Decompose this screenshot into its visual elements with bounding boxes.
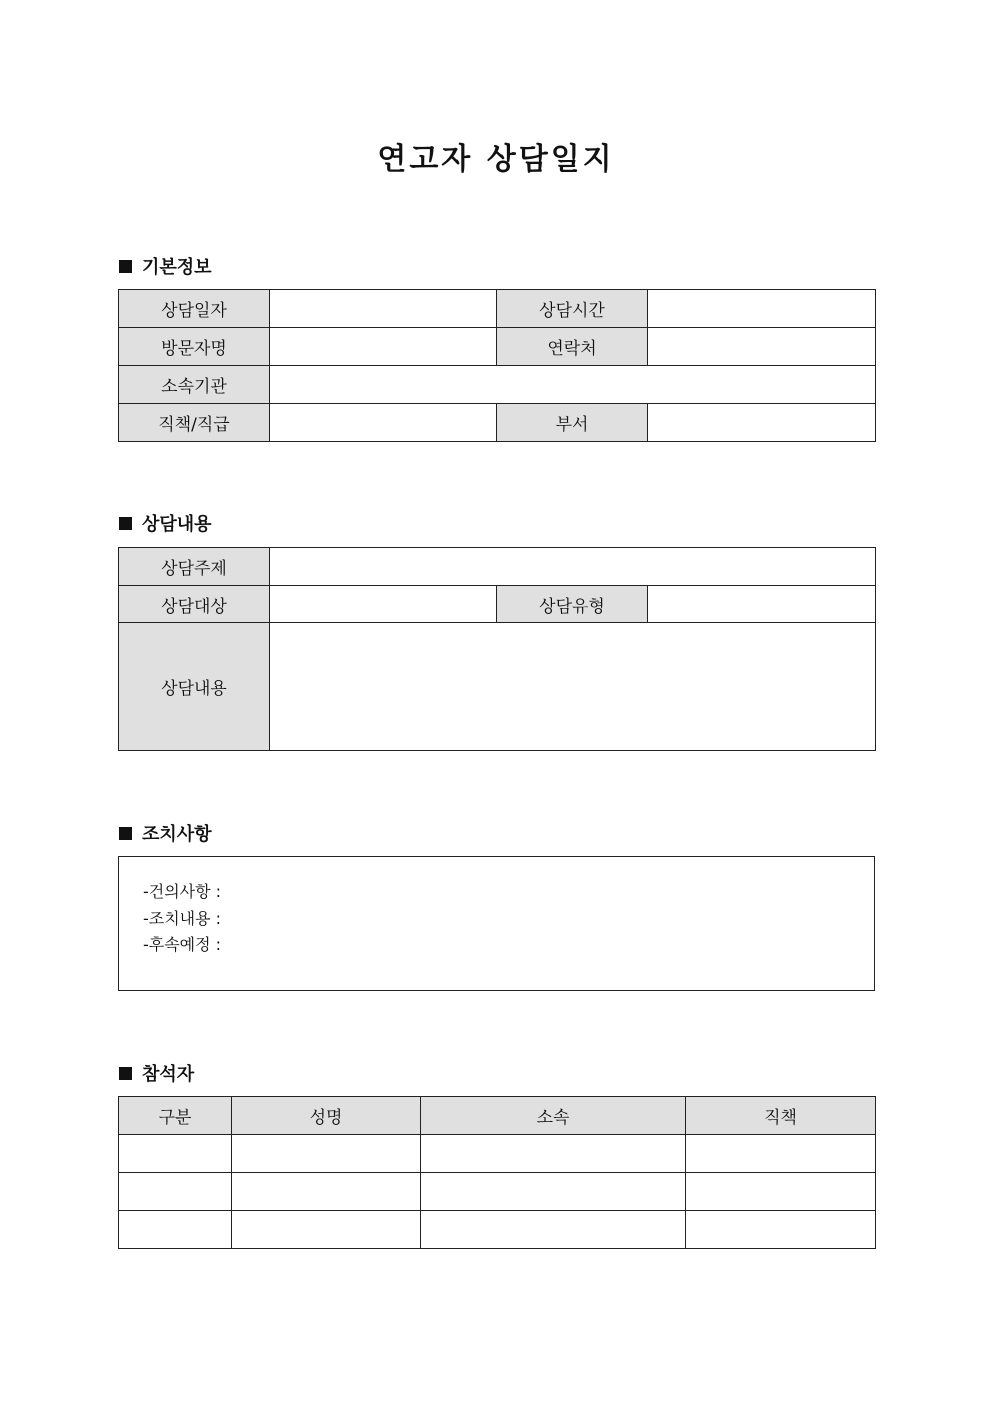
- attendees-heading-label: 참석자: [142, 1064, 195, 1085]
- table-cell[interactable]: [686, 1135, 876, 1173]
- square-bullet-icon: [119, 827, 132, 840]
- visitor-name-label: 방문자명: [119, 328, 270, 366]
- table-cell[interactable]: [421, 1135, 686, 1173]
- table-row: [119, 1211, 876, 1249]
- table-cell[interactable]: [686, 1211, 876, 1249]
- square-bullet-icon: [119, 517, 132, 530]
- square-bullet-icon: [119, 260, 132, 273]
- consultation-heading-label: 상담내용: [142, 514, 212, 535]
- suggestion-line: -건의사항 :: [143, 882, 222, 901]
- action-taken-line: -조치내용 :: [143, 909, 222, 928]
- type-label: 상담유형: [497, 586, 648, 623]
- position-label: 직책/직급: [119, 404, 270, 442]
- topic-field[interactable]: [270, 548, 876, 586]
- department-field[interactable]: [648, 404, 876, 442]
- target-field[interactable]: [270, 586, 497, 623]
- column-header-category: 구분: [119, 1097, 232, 1135]
- table-cell[interactable]: [232, 1135, 421, 1173]
- basic-info-table: [118, 289, 876, 442]
- attendees-table: [118, 1096, 876, 1249]
- table-cell[interactable]: [421, 1173, 686, 1211]
- table-row: [119, 1135, 876, 1173]
- topic-label: 상담주제: [119, 548, 270, 586]
- table-row: [119, 1173, 876, 1211]
- basic-info-heading: [119, 253, 212, 279]
- table-cell[interactable]: [119, 1211, 232, 1249]
- actions-heading-label: 조치사항: [142, 824, 212, 845]
- type-field[interactable]: [648, 586, 876, 623]
- position-field[interactable]: [270, 404, 497, 442]
- consult-time-label: 상담시간: [497, 290, 648, 328]
- actions-box[interactable]: [118, 856, 875, 991]
- consultation-table: [118, 547, 876, 751]
- table-cell[interactable]: [686, 1173, 876, 1211]
- contact-field[interactable]: [648, 328, 876, 366]
- contact-label: 연락처: [497, 328, 648, 366]
- document-title: 연고자 상담일지: [377, 142, 615, 177]
- table-cell[interactable]: [119, 1173, 232, 1211]
- column-header-name: 성명: [232, 1097, 421, 1135]
- visitor-name-field[interactable]: [270, 328, 497, 366]
- consult-date-label: 상담일자: [119, 290, 270, 328]
- column-header-affiliation: 소속: [421, 1097, 686, 1135]
- consult-date-field[interactable]: [270, 290, 497, 328]
- basic-info-heading-label: 기본정보: [142, 257, 212, 278]
- square-bullet-icon: [119, 1067, 132, 1080]
- content-label: 상담내용: [119, 623, 270, 751]
- actions-heading: [119, 820, 212, 846]
- table-cell[interactable]: [232, 1173, 421, 1211]
- target-label: 상담대상: [119, 586, 270, 623]
- department-label: 부서: [497, 404, 648, 442]
- consult-time-field[interactable]: [648, 290, 876, 328]
- follow-up-line: -후속예정 :: [143, 935, 222, 954]
- consultation-heading: [119, 510, 212, 536]
- column-header-position: 직책: [686, 1097, 876, 1135]
- organization-label: 소속기관: [119, 366, 270, 404]
- attendees-heading: [119, 1060, 194, 1086]
- content-field[interactable]: [270, 623, 876, 751]
- organization-field[interactable]: [270, 366, 876, 404]
- table-cell[interactable]: [232, 1211, 421, 1249]
- table-cell[interactable]: [119, 1135, 232, 1173]
- table-cell[interactable]: [421, 1211, 686, 1249]
